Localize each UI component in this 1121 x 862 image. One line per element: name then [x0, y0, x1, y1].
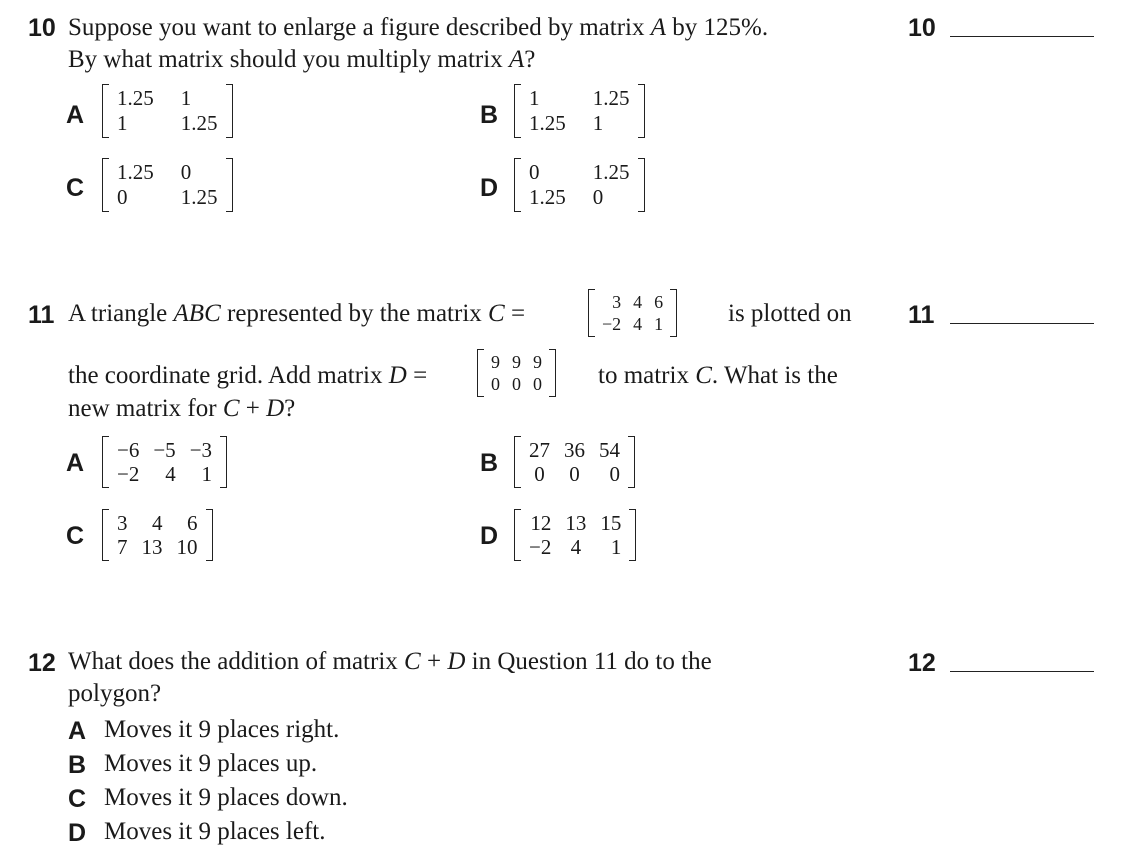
- matrix-cell: 12: [530, 511, 552, 535]
- matrix-cell: 1.25: [529, 185, 566, 209]
- question-text-line3: [68, 393, 295, 425]
- matrix-cell: 1: [201, 462, 213, 486]
- question-text-line2: [68, 44, 535, 76]
- matrix-cell: 0: [491, 374, 500, 394]
- text-run: new matrix for: [68, 395, 223, 422]
- matrix-cell: −2: [602, 314, 622, 334]
- choice-letter[interactable]: B: [480, 101, 499, 129]
- matrix-cell: −2: [117, 462, 140, 486]
- matrix-cell: −2: [529, 535, 552, 559]
- text-run: A triangle: [68, 300, 174, 327]
- variable: D: [266, 395, 285, 422]
- choice-d-matrix[interactable]: [514, 158, 645, 212]
- matrix-cell: 0: [512, 374, 521, 394]
- matrix-cell: 1: [117, 111, 128, 135]
- matrix-cell: 54: [599, 438, 620, 462]
- question-text-line1: [68, 298, 525, 330]
- matrix-cell: 13: [565, 511, 587, 535]
- matrix-cell: 4: [633, 292, 643, 312]
- answer-number: 12: [908, 649, 936, 677]
- matrix-cell: 1.25: [180, 185, 218, 209]
- equals-sign: =: [406, 362, 428, 389]
- choice-a-text[interactable]: Moves it 9 places right.: [104, 716, 340, 743]
- matrix-cell: 1.25: [117, 86, 154, 110]
- choice-c-matrix[interactable]: [102, 509, 213, 561]
- choice-a-matrix[interactable]: [102, 436, 227, 488]
- matrix-cell: 1: [654, 314, 664, 334]
- text-run: represented by the matrix: [220, 300, 489, 327]
- text-run: ?: [284, 395, 296, 422]
- matrix-cell: 0: [180, 160, 192, 184]
- choice-letter[interactable]: B: [480, 449, 499, 477]
- text-run: Suppose you want to enlarge a figure described by matrix: [68, 14, 651, 41]
- matrix-cell: 3: [117, 511, 128, 535]
- choice-b-matrix[interactable]: [514, 436, 635, 488]
- question-text-line2: polygon?: [68, 680, 162, 707]
- choice-d-text[interactable]: Moves it 9 places left.: [104, 818, 326, 845]
- variable: C: [488, 300, 505, 327]
- matrix-cell: 1: [610, 535, 622, 559]
- matrix-cell: 4: [165, 462, 176, 486]
- choice-b-text[interactable]: Moves it 9 places up.: [104, 750, 318, 777]
- matrix-cell: −3: [189, 438, 213, 462]
- plus-sign: +: [420, 648, 448, 675]
- equals-sign: =: [504, 300, 526, 327]
- choice-letter[interactable]: D: [68, 819, 87, 847]
- choice-a-matrix[interactable]: [102, 84, 233, 138]
- variable: A: [508, 46, 525, 73]
- variable: C: [695, 362, 712, 389]
- matrix-cell: 0: [534, 462, 545, 486]
- matrix-cell: 13: [141, 535, 163, 559]
- matrix-d: [477, 349, 556, 397]
- matrix-cell: 10: [176, 535, 198, 559]
- question-number: 10: [28, 14, 56, 42]
- plus-sign: +: [239, 395, 267, 422]
- question-text-line2-end: [598, 360, 838, 392]
- variable: C: [222, 395, 240, 422]
- text-run: By what matrix should you multiply matrix: [68, 46, 509, 73]
- answer-number: 10: [908, 14, 936, 42]
- matrix-cell: 27: [529, 438, 550, 462]
- matrix-cell: 0: [592, 185, 604, 209]
- choice-letter[interactable]: C: [68, 785, 87, 813]
- choice-c-matrix[interactable]: [102, 158, 233, 212]
- choice-letter[interactable]: B: [68, 751, 87, 779]
- matrix-cell: 7: [117, 535, 128, 559]
- matrix-cell: 1: [592, 111, 604, 135]
- matrix-cell: 6: [654, 292, 664, 312]
- choice-c-text[interactable]: Moves it 9 places down.: [104, 784, 348, 811]
- answer-number: 11: [908, 301, 935, 329]
- variable: ABC: [173, 300, 221, 327]
- matrix-cell: 4: [633, 314, 643, 334]
- matrix-cell: 0: [117, 185, 128, 209]
- text-run: What does the addition of matrix: [68, 648, 405, 675]
- choice-letter[interactable]: A: [66, 101, 85, 129]
- text-run: the coordinate grid. Add matrix: [68, 362, 389, 389]
- answer-blank[interactable]: [950, 36, 1094, 37]
- choice-letter[interactable]: C: [66, 522, 85, 550]
- matrix-cell: −6: [117, 438, 140, 462]
- matrix-cell: 6: [187, 511, 198, 535]
- question-text-line1-end: is plotted on: [728, 300, 852, 327]
- question-text-line1: [68, 646, 712, 678]
- matrix-cell: −5: [153, 438, 176, 462]
- choice-letter[interactable]: A: [66, 449, 85, 477]
- matrix-c: [588, 289, 677, 337]
- matrix-cell: 36: [564, 438, 585, 462]
- matrix-cell: 1.25: [529, 111, 566, 135]
- matrix-cell: 0: [569, 462, 580, 486]
- matrix-cell: 4: [152, 511, 163, 535]
- matrix-cell: 1.25: [180, 111, 218, 135]
- question-text-line1: [68, 12, 768, 44]
- matrix-cell: 9: [512, 352, 521, 372]
- question-text-line2: [68, 360, 427, 392]
- answer-blank[interactable]: [950, 671, 1094, 672]
- choice-letter[interactable]: D: [480, 174, 499, 202]
- matrix-cell: 0: [533, 374, 542, 394]
- choice-letter[interactable]: D: [480, 522, 499, 550]
- matrix-cell: 1: [529, 86, 540, 110]
- variable: C: [404, 648, 421, 675]
- text-run: . What is the: [711, 362, 838, 389]
- choice-letter[interactable]: C: [66, 174, 85, 202]
- matrix-cell: 1.25: [592, 86, 630, 110]
- answer-blank[interactable]: [950, 323, 1094, 324]
- matrix-cell: 0: [609, 462, 620, 486]
- variable: D: [447, 648, 466, 675]
- choice-d-matrix[interactable]: [514, 509, 636, 561]
- text-run: ?: [524, 46, 536, 73]
- matrix-cell: 4: [570, 535, 582, 559]
- matrix-cell: 1: [180, 86, 192, 110]
- choice-b-matrix[interactable]: [514, 84, 645, 138]
- text-run: to matrix: [598, 362, 696, 389]
- text-run: in Question 11 do to the: [465, 648, 712, 675]
- variable: D: [388, 362, 407, 389]
- matrix-cell: 3: [612, 292, 622, 312]
- matrix-cell: 0: [529, 160, 540, 184]
- matrix-cell: 15: [600, 511, 622, 535]
- question-number: 11: [28, 301, 55, 329]
- choice-letter[interactable]: A: [68, 717, 87, 745]
- variable: A: [650, 14, 666, 41]
- matrix-cell: 1.25: [117, 160, 154, 184]
- matrix-cell: 9: [533, 352, 542, 372]
- matrix-cell: 9: [491, 352, 500, 372]
- question-number: 12: [28, 649, 56, 677]
- matrix-cell: 1.25: [592, 160, 630, 184]
- text-run: by 125%.: [666, 14, 769, 41]
